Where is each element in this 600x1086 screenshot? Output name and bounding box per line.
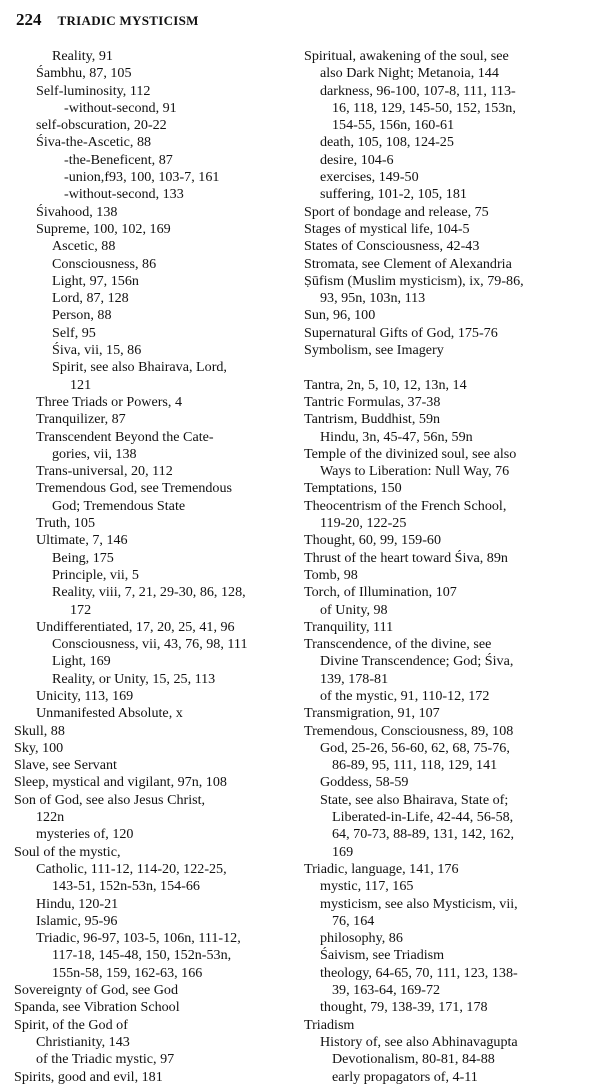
index-entry: Consciousness, vii, 43, 76, 98, 111: [52, 636, 248, 653]
index-entry: Spiritual, awakening of the soul, see: [304, 48, 509, 64]
index-entry: thought, 79, 138-39, 171, 178: [320, 999, 488, 1016]
index-entry: mystic, 117, 165: [320, 878, 414, 895]
index-entry: Tremendous God, see Tremendous: [36, 480, 233, 497]
index-entry: Son of God, see also Jesus Christ,: [14, 791, 206, 808]
index-entry: Islamic, 95-96: [36, 912, 118, 929]
index-entry: Unmanifested Absolute, x: [36, 705, 183, 722]
index-entry: Triadism: [304, 1016, 355, 1033]
index-entry: 122n: [36, 809, 65, 826]
index-entry: Śiva, vii, 15, 86: [52, 342, 142, 359]
index-entry: Ultimate, 7, 146: [36, 532, 128, 549]
index-entry: 119-20, 122-25: [320, 515, 407, 532]
index-entry: Divine Transcendence; God; Śiva,: [320, 653, 514, 670]
index-entry: Supernatural Gifts of God, 175-76: [304, 324, 498, 341]
index-columns: [14, 48, 586, 1086]
index-entry: Śambhu, 87, 105: [36, 65, 132, 82]
index-entry: Undifferentiated, 17, 20, 25, 41, 96: [36, 618, 235, 635]
index-entry: Tremendous, Consciousness, 89, 108: [304, 722, 514, 739]
index-entry: Stages of mystical life, 104-5: [304, 220, 470, 237]
index-entry: Principle, vii, 5: [52, 566, 139, 583]
index-entry: exercises, 149-50: [320, 169, 419, 186]
index-entry: Person, 88: [52, 307, 112, 324]
index-entry: Catholic, 111-12, 114-20, 122-25,: [36, 860, 227, 877]
index-entry: Transcendent Beyond the Cate-: [36, 428, 214, 445]
index-entry: Reality, viii, 7, 21, 29-30, 86, 128,: [52, 584, 246, 601]
index-entry: God; Tremendous State: [52, 497, 186, 514]
page-number: 224: [16, 10, 42, 29]
index-entry: Sleep, mystical and vigilant, 97n, 108: [14, 774, 227, 791]
index-entry: Light, 97, 156n: [52, 272, 139, 289]
index-entry: Temple of the divinized soul, see also: [304, 445, 517, 462]
index-entry: theology, 64-65, 70, 111, 123, 138-: [320, 964, 518, 981]
index-entry: Sky, 100: [14, 739, 64, 756]
index-entry: Reality, 91: [52, 48, 113, 64]
index-entry: of Unity, 98: [320, 601, 388, 618]
index-entry: mysteries of, 120: [36, 826, 134, 843]
index-entry: Reality, or Unity, 15, 25, 113: [52, 670, 216, 687]
index-entry: -without-second, 91: [64, 99, 177, 116]
index-entry: Unicity, 113, 169: [36, 687, 134, 704]
index-entry: States of Consciousness, 42-43: [304, 238, 480, 255]
index-entry: Tantrism, Buddhist, 59n: [304, 411, 441, 428]
index-entry: 117-18, 145-48, 150, 152n-53n,: [52, 947, 232, 964]
index-entry: Symbolism, see Imagery: [304, 342, 444, 359]
index-entry: -without-second, 133: [64, 186, 184, 203]
index-entry: 172: [70, 601, 92, 618]
index-entry: Supreme, 100, 102, 169: [36, 220, 171, 237]
index-entry: Spanda, see Vibration School: [14, 999, 180, 1016]
index-entry: 76, 164: [332, 912, 375, 929]
running-title: TRIADIC MYSTICISM: [57, 13, 199, 28]
index-entry: Christianity, 143: [36, 1033, 130, 1050]
index-entry: History of, see also Abhinavagupta: [320, 1033, 518, 1050]
index-entry: Śiva-the-Ascetic, 88: [36, 134, 152, 151]
index-entry: Śivahood, 138: [36, 203, 118, 220]
index-entry: Consciousness, 86: [52, 255, 157, 272]
index-entry: Śaivism, see Triadism: [320, 947, 445, 964]
index-entry: death, 105, 108, 124-25: [320, 134, 454, 151]
index-entry: self-obscuration, 20-22: [36, 117, 167, 134]
index-entry: Theocentrism of the French School,: [304, 497, 507, 514]
index-entry: Sun, 96, 100: [304, 307, 376, 324]
index-entry: 154-55, 156n, 160-61: [332, 117, 455, 134]
index-entry: 169: [332, 843, 354, 860]
index-entry: 139, 178-81: [320, 670, 389, 687]
index-entry: darkness, 96-100, 107-8, 111, 113-: [320, 82, 516, 99]
index-entry: Ṣūfism (Muslim mysticism), ix, 79-86,: [304, 272, 524, 289]
index-entry: Hindu, 120-21: [36, 895, 119, 912]
index-entry: 86-89, 95, 111, 118, 129, 141: [332, 757, 498, 774]
index-entry: -the-Beneficent, 87: [64, 151, 173, 168]
index-entry: early propagators of, 4-11: [332, 1068, 478, 1085]
index-entry: Skull, 88: [14, 722, 65, 739]
index-entry: Transcendence, of the divine, see: [304, 636, 492, 653]
index-entry: 64, 70-73, 88-89, 131, 142, 162,: [332, 826, 515, 843]
index-entry: Truth, 105: [36, 515, 96, 532]
index-entry: Sport of bondage and release, 75: [304, 203, 489, 220]
index-entry: Triadic, 96-97, 103-5, 106n, 111-12,: [36, 930, 241, 947]
index-entry: Hindu, 3n, 45-47, 56n, 59n: [320, 428, 473, 445]
index-column-left: [14, 48, 304, 1086]
index-entry: 16, 118, 129, 145-50, 152, 153n,: [332, 99, 516, 116]
index-entry: of the mystic, 91, 110-12, 172: [320, 687, 490, 704]
index-entry: also Dark Night; Metanoia, 144: [320, 65, 499, 82]
index-entry: Soul of the mystic,: [14, 843, 121, 860]
index-entry: Spirit, of the God of: [14, 1016, 128, 1033]
index-entry: suffering, 101-2, 105, 181: [320, 186, 467, 203]
index-entry: Light, 169: [52, 653, 111, 670]
index-entry: Ways to Liberation: Null Way, 76: [320, 463, 510, 480]
index-entry: mysticism, see also Mysticism, vii,: [320, 895, 518, 912]
index-entry: Spirit, see also Bhairava, Lord,: [52, 359, 227, 376]
index-entry: Temptations, 150: [304, 480, 402, 497]
index-entry: 121: [70, 376, 92, 393]
index-entry: Three Triads or Powers, 4: [36, 393, 183, 410]
index-column-right: [304, 48, 586, 1086]
index-entry: 143-51, 152n-53n, 154-66: [52, 878, 200, 895]
index-entry: Triadic, language, 141, 176: [304, 860, 459, 877]
index-entry: Lord, 87, 128: [52, 290, 129, 307]
index-entry: God, 25-26, 56-60, 62, 68, 75-76,: [320, 739, 510, 756]
running-head: [16, 10, 586, 36]
index-entry: Tranquilizer, 87: [36, 411, 126, 428]
index-entry: Liberated-in-Life, 42-44, 56-58,: [332, 809, 514, 826]
index-entry: Goddess, 58-59: [320, 774, 409, 791]
index-entry: Being, 175: [52, 549, 114, 566]
index-entry: Devotionalism, 80-81, 84-88: [332, 1051, 495, 1068]
index-entry: of the Triadic mystic, 97: [36, 1051, 175, 1068]
index-spacer: [304, 359, 586, 376]
index-entry: Thrust of the heart toward Śiva, 89n: [304, 549, 508, 566]
index-entry: Tantra, 2n, 5, 10, 12, 13n, 14: [304, 376, 467, 393]
index-entry: Torch, of Illumination, 107: [304, 584, 457, 601]
index-entry: 39, 163-64, 169-72: [332, 982, 441, 999]
index-entry: Transmigration, 91, 107: [304, 705, 440, 722]
index-entry: Slave, see Servant: [14, 757, 117, 774]
index-entry: Tantric Formulas, 37-38: [304, 393, 441, 410]
index-entry: Spirits, good and evil, 181: [14, 1068, 163, 1085]
index-entry: 93, 95n, 103n, 113: [320, 290, 426, 307]
index-entry: Stromata, see Clement of Alexandria: [304, 255, 512, 272]
index-entry: Ascetic, 88: [52, 238, 116, 255]
index-entry: philosophy, 86: [320, 930, 403, 947]
index-entry: Sovereignty of God, see God: [14, 982, 179, 999]
index-entry: State, see also Bhairava, State of;: [320, 791, 509, 808]
index-entry: Self-luminosity, 112: [36, 82, 151, 99]
index-entry: -union,f93, 100, 103-7, 161: [64, 169, 220, 186]
index-entry: Tranquility, 111: [304, 618, 394, 635]
index-entry: desire, 104-6: [320, 151, 394, 168]
index-entry: Trans-universal, 20, 112: [36, 463, 173, 480]
index-entry: Self, 95: [52, 324, 96, 341]
index-entry: Tomb, 98: [304, 566, 358, 583]
index-entry: gories, vii, 138: [52, 445, 137, 462]
index-entry: Thought, 60, 99, 159-60: [304, 532, 442, 549]
index-entry: 155n-58, 159, 162-63, 166: [52, 964, 203, 981]
